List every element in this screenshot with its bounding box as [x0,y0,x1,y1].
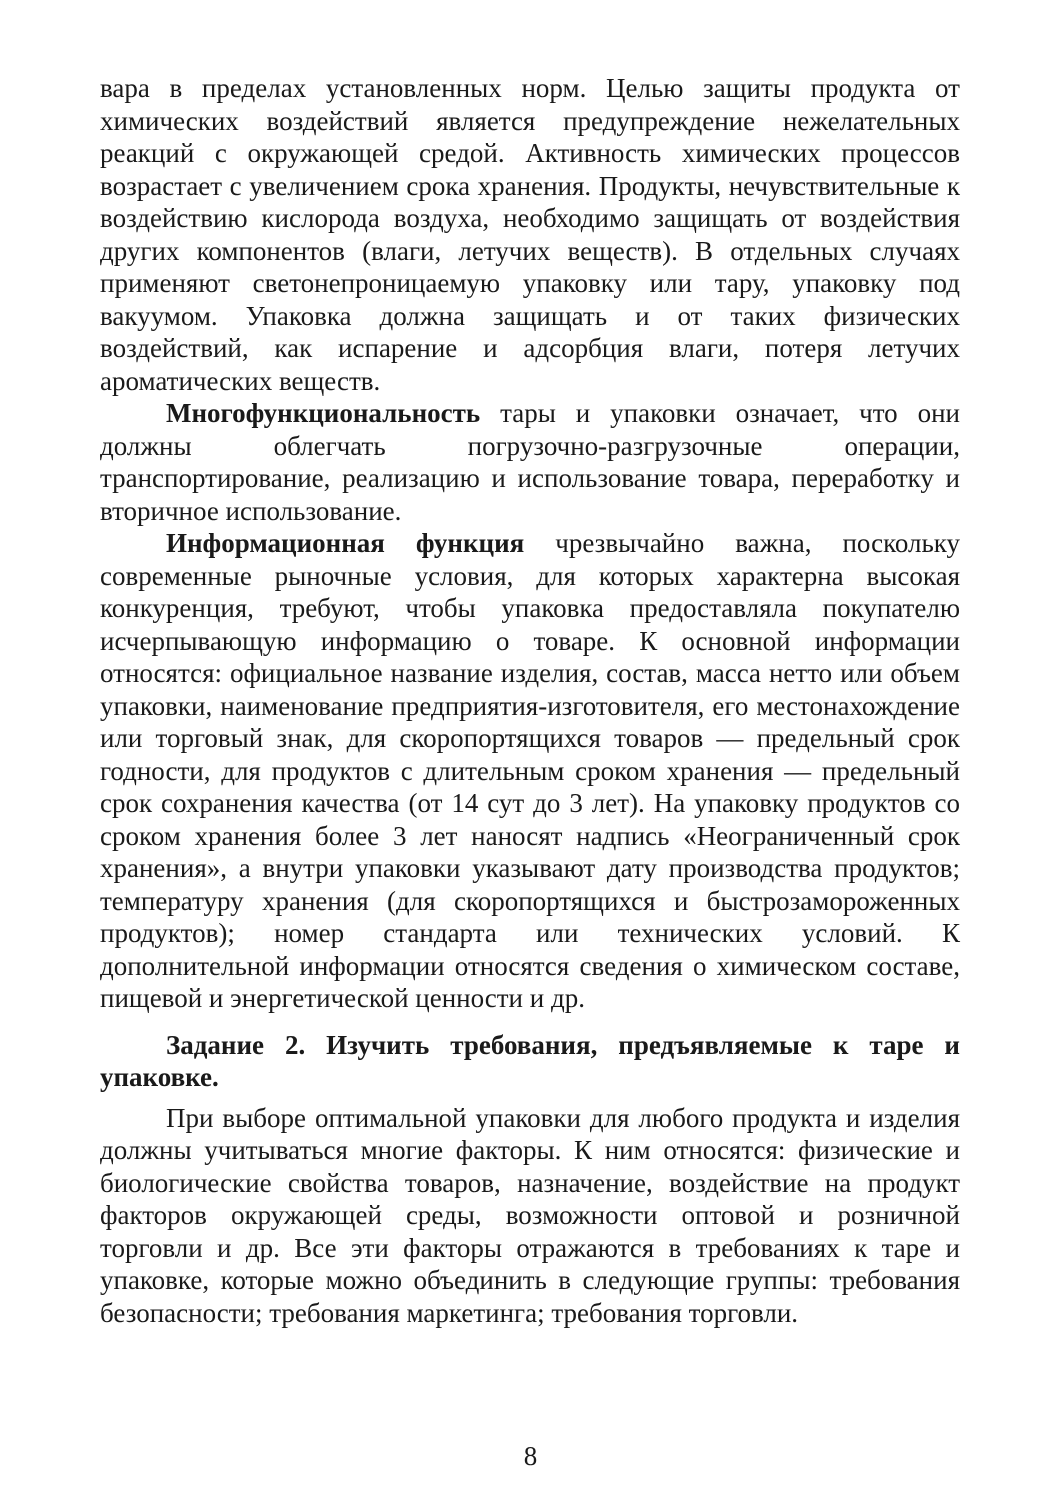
paragraph-multifunctionality [100,397,960,527]
term-multifunctionality: Многофункциональность [166,398,481,428]
paragraph-information-function [100,527,960,1015]
page-number: 8 [523,1441,538,1471]
paragraph-chemical-protection: вара в пределах установленных норм. Целью защиты продукта от химических воздействий является предупреждение нежелательных реакций с окружающей средой. Активность химических процессов возрастает с увеличением срока хранения. Продукты, нечувствительные к воздействию кислорода воздуха, необходимо защищать от воздействия других компонентов (влаги, летучих веществ). В отдельных случаях применяют светонепроницаемую упаковку или тару, упаковку под вакуумом. Упаковка должна защищать и от таких физических воздействий, как испарение и адсорбция влаги, потеря летучих ароматических веществ. [100,73,960,396]
paragraph-information-function-text: чрезвычайно важна, поскольку современные рыночные условия, для которых характерна высокая конкуренция, требуют, чтобы упаковка предоставляла покупателю исчерпывающую информацию о товаре. К основной информации относятся: официальное название изделия, состав, масса нетто или объем упаковки, наименование предприятия-изготовителя, его местонахождение или торговый знак, для скоропортящихся товаров — предельный срок годности, для продуктов с длительным сроком хранения — предельный срок сохранения качества (от 14 сут до 3 лет). На упаковку продуктов со сроком хранения более 3 лет наносят надпись «Неограниченный срок хранения», а внутри упаковки указывают дату производства продуктов; температуру хранения (для скоропортящихся и быстрозамороженных продуктов); номер стандарта или технических условий. К дополнительной информации относятся сведения о химическом составе, пищевой и энергетической ценности и др. [100,528,960,1013]
page-body [100,72,960,1329]
paragraph-packaging-requirements: При выборе оптимальной упаковки для любого продукта и изделия должны учитываться многие факторы. К ним относятся: физические и биологические свойства товаров, назначение, воздействие на продукт факторов окружающей среды, возможности оптовой и розничной торговли и др. Все эти факторы отражаются в требованиях к таре и упаковке, которые можно объединить в следующие группы: требования безопасности; требования маркетинга; требования торговли. [100,1102,960,1328]
term-information-function: Информационная функция [166,528,525,558]
task-heading: Задание 2. Изучить требования, предъявляемые к таре и упаковке. [100,1029,960,1092]
paragraph-multifunctionality-text: тары и упаковки означает, что они должны облегчать погрузочно-разгрузочные операции, транспортирование, реализацию и использование товара, переработку и вторичное использование. [100,398,960,526]
